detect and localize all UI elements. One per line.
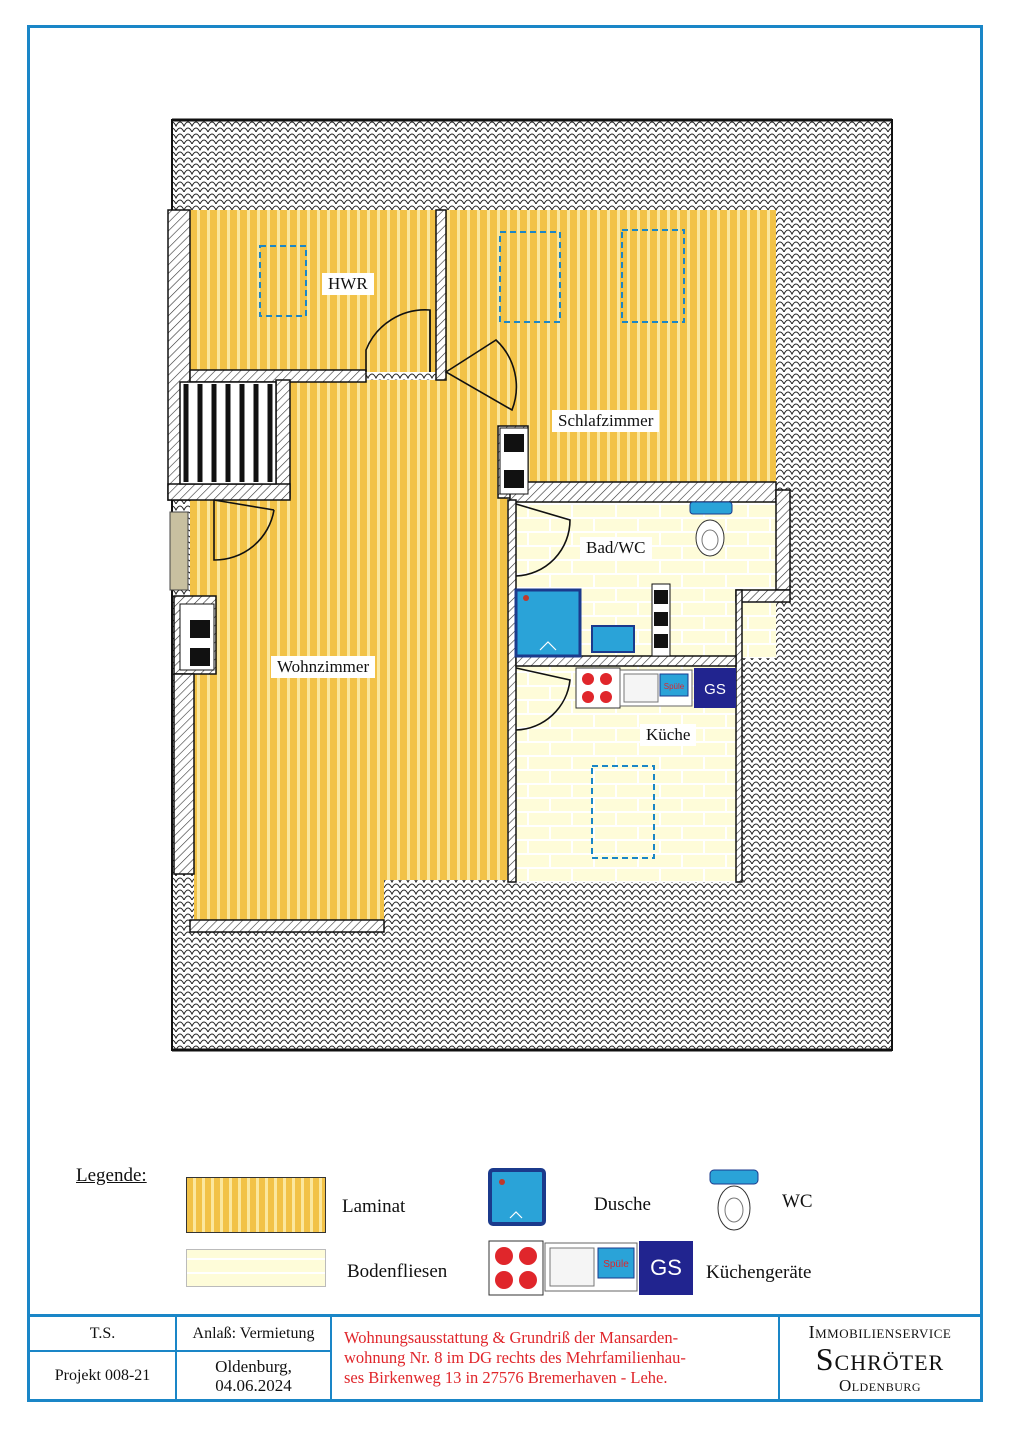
occasion: Anlaß: Vermietung xyxy=(192,1324,315,1342)
shower xyxy=(516,590,580,656)
sink-label: Spüle xyxy=(663,682,685,691)
legend-wc-label: WC xyxy=(782,1191,813,1212)
legend-kuechengeraete-label: Küchengeräte xyxy=(706,1262,812,1283)
legend-fliesen-swatch xyxy=(186,1249,326,1287)
legend-laminat-swatch xyxy=(186,1177,326,1233)
company-logo xyxy=(780,1317,980,1399)
legend-gs-label: GS xyxy=(650,1255,682,1280)
description-line-3: ses Birkenweg 13 in 27576 Bremerhaven - Lehe. xyxy=(344,1368,668,1387)
initials: T.S. xyxy=(89,1324,116,1342)
company-line-3: Oldenburg xyxy=(838,1375,922,1395)
legend-toilet-icon xyxy=(708,1168,760,1234)
staircase xyxy=(180,382,276,484)
room-label-kueche: Küche xyxy=(640,724,696,746)
kitchen-appliances xyxy=(576,668,736,708)
legend-laminat-label: Laminat xyxy=(342,1196,406,1217)
legend-sink-label: Spüle xyxy=(603,1259,629,1270)
description-line-1: Wohnungsausstattung & Grundriß der Mansarden- xyxy=(344,1328,679,1347)
project-number: Projekt 008-21 xyxy=(54,1367,151,1384)
legend-fliesen-label: Bodenfliesen xyxy=(347,1261,448,1282)
description-line-2: wohnung Nr. 8 im DG rechts des Mehrfamilienhau- xyxy=(344,1348,686,1367)
place-date xyxy=(177,1352,330,1400)
room-label-schlafzimmer: Schlafzimmer xyxy=(552,410,659,432)
room-label-bad: Bad/WC xyxy=(580,537,652,559)
date: 04.06.2024 xyxy=(215,1376,292,1395)
washbasin xyxy=(592,626,634,652)
room-label-wohnzimmer: Wohnzimmer xyxy=(271,656,375,678)
legend-dusche-label: Dusche xyxy=(594,1194,651,1215)
place: Oldenburg, xyxy=(215,1357,292,1376)
company-line-1: Immobilienservice xyxy=(808,1321,952,1342)
legend-kitchen-icon xyxy=(488,1240,694,1296)
room-label-hwr: HWR xyxy=(322,273,374,295)
description xyxy=(332,1317,778,1399)
legend-shower-icon xyxy=(488,1168,546,1226)
title-block xyxy=(27,1314,983,1402)
entrance-door xyxy=(170,512,188,590)
dishwasher-label: GS xyxy=(704,681,726,698)
company-line-2: Schröter xyxy=(815,1340,945,1377)
legend-title: Legende: xyxy=(76,1165,147,1186)
hwr-floor xyxy=(190,210,436,372)
